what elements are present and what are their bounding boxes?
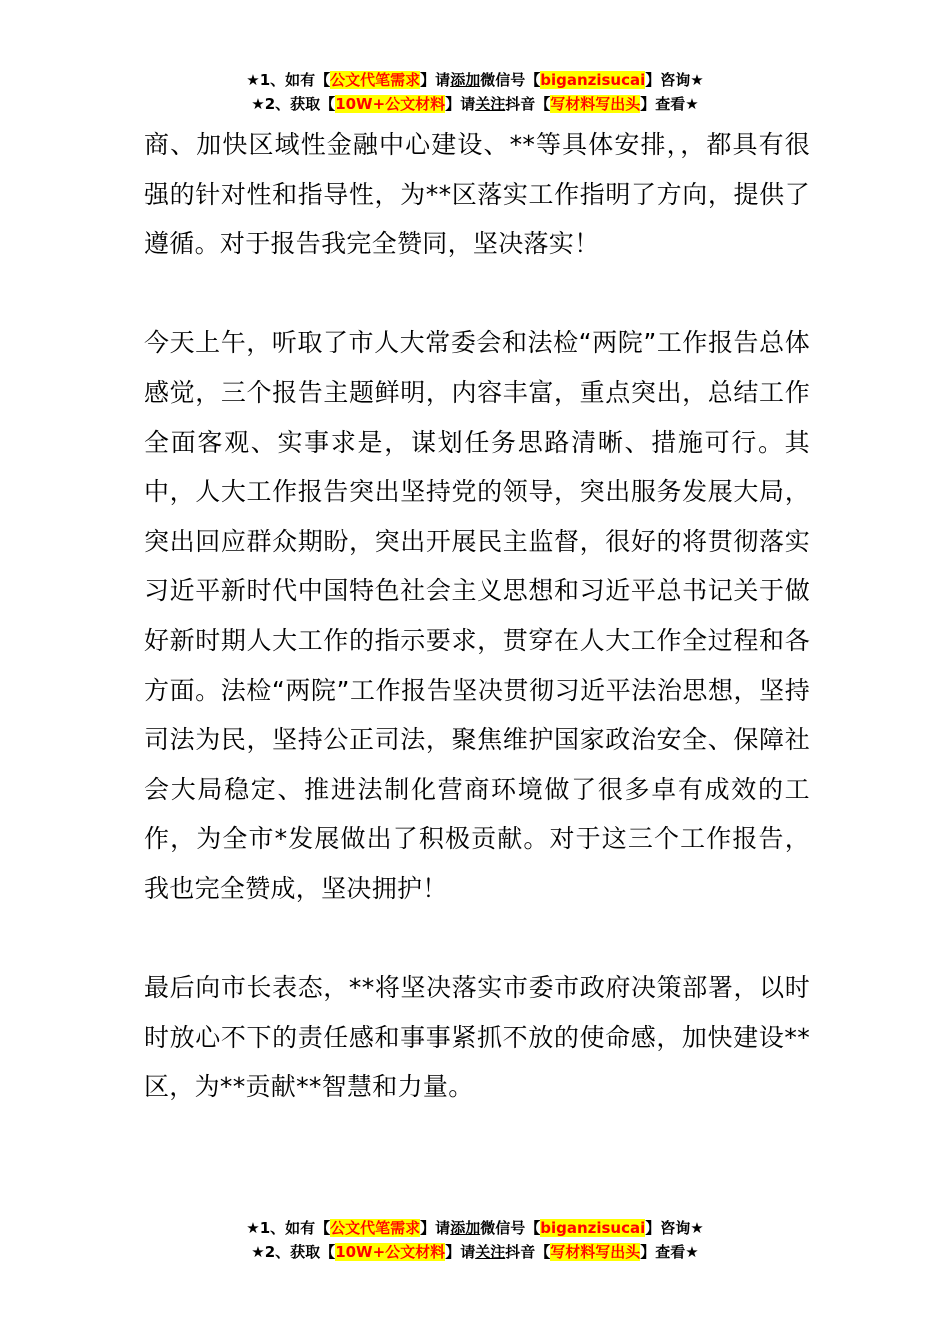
douyin-account: 写材料写出头 xyxy=(550,1243,641,1261)
document-body xyxy=(144,120,810,1112)
paragraph-1: 商、加快区域性金融中心建设、**等具体安排，，都具有很强的针对性和指导性，为**区落实工作指明了方向，提供了遵循。对于报告我完全赞同，坚决落实！ xyxy=(144,130,810,259)
highlight-text: 10W+公文材料 xyxy=(335,95,446,113)
highlight-text: 公文代笔需求 xyxy=(330,1219,421,1237)
highlight-text: 公文代笔需求 xyxy=(330,71,421,89)
highlight-text: 10W+公文材料 xyxy=(335,1243,446,1261)
wechat-id: biganzisucai xyxy=(540,71,646,89)
banner-line-1: ★1、如有【公文代笔需求】请添加微信号【biganzisucai】咨询★ xyxy=(246,1219,704,1237)
paragraph-gap xyxy=(144,269,810,319)
paragraph-2: 今天上午，听取了市人大常委会和法检“两院”工作报告总体感觉，三个报告主题鲜明，内容丰富，重点突出，总结工作全面客观、实事求是，谋划任务思路清晰、措施可行。其中，人大工作报告突出坚持党的领导，突出服务发展大局，突出回应群众期盼，突出开展民主监督，很好的将贯彻落实习近平新时代中国特色社会主义思想和习近平总书记关于做好新时期人大工作的指示要求，贯穿在人大工作全过程和各方面。法检“两院”工作报告坚决贯彻习近平法治思想，坚持司法为民，坚持公正司法，聚焦维护国家政治安全、保障社会大局稳定、推进法制化营商环境做了很多卓有成效的工作，为全市*发展做出了积极贡献。对于这三个工作报告，我也完全赞成，坚决拥护！ xyxy=(144,328,810,903)
paragraph-gap xyxy=(144,914,810,964)
banner-line-2: ★2、获取【10W+公文材料】请关注抖音【写材料写出头】查看★ xyxy=(251,95,699,113)
banner-line-1: ★1、如有【公文代笔需求】请添加微信号【biganzisucai】咨询★ xyxy=(246,71,704,89)
douyin-account: 写材料写出头 xyxy=(550,95,641,113)
wechat-id: biganzisucai xyxy=(540,1219,646,1237)
footer-banner xyxy=(0,1216,950,1264)
header-banner xyxy=(0,68,950,116)
paragraph-3: 最后向市长表态，**将坚决落实市委市政府决策部署，以时时放心不下的责任感和事事紧抓不放的使命感，加快建设**区，为**贡献**智慧和力量。 xyxy=(144,973,810,1102)
banner-line-2: ★2、获取【10W+公文材料】请关注抖音【写材料写出头】查看★ xyxy=(251,1243,699,1261)
